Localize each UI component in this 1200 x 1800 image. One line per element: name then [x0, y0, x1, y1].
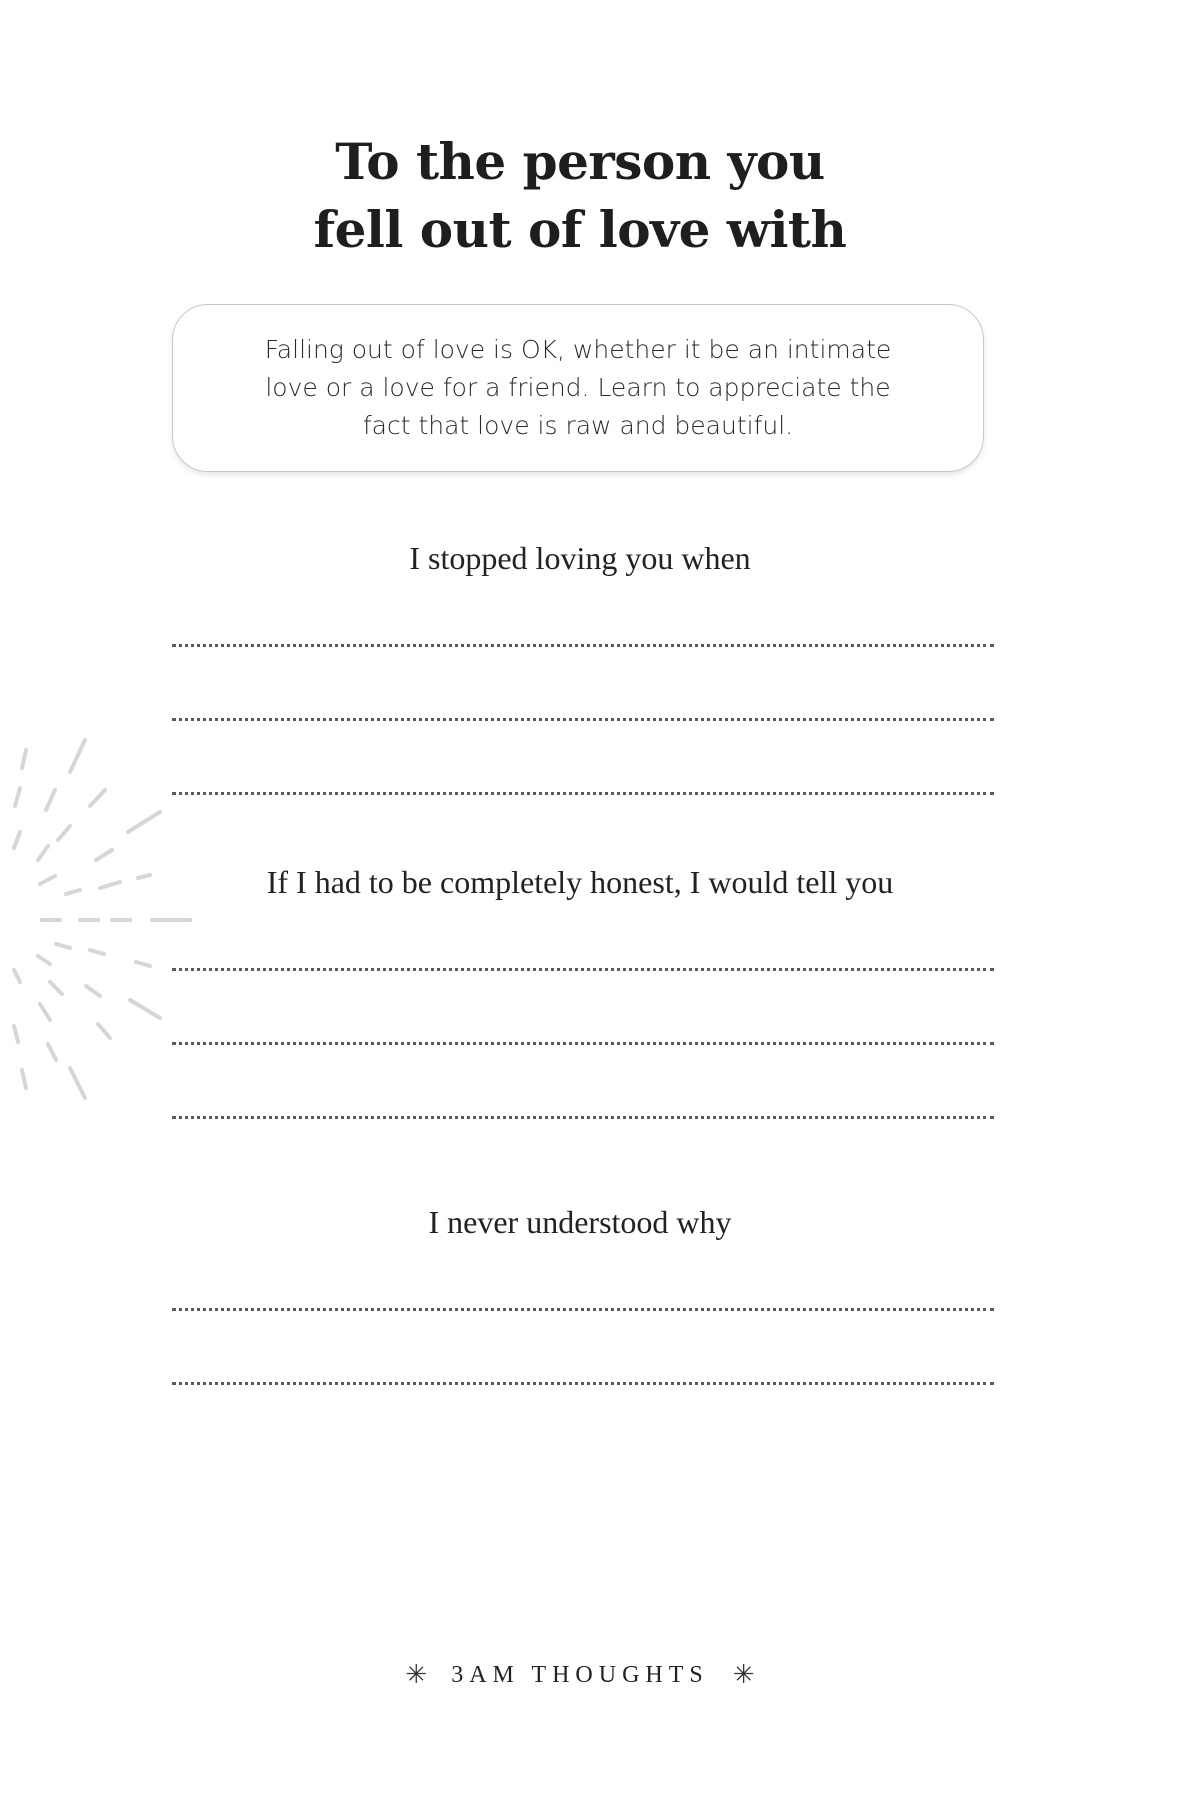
title-line-2: fell out of love with	[313, 200, 847, 259]
sparkle-icon: ✳	[732, 1660, 755, 1689]
writing-line[interactable]	[172, 718, 994, 721]
prompt-never-understood: I never understood why	[428, 1204, 732, 1240]
burst-decoration-icon	[0, 720, 200, 1110]
prompt-stopped-loving: I stopped loving you when	[409, 540, 751, 576]
writing-line[interactable]	[172, 1382, 994, 1385]
sparkle-icon: ✳	[405, 1660, 428, 1689]
page-title	[0, 128, 1160, 264]
writing-line[interactable]	[172, 792, 994, 795]
writing-line[interactable]	[172, 1308, 994, 1311]
writing-line[interactable]	[172, 644, 994, 647]
writing-line[interactable]	[172, 1116, 994, 1119]
title-line-1: To the person you	[335, 132, 825, 191]
writing-line[interactable]	[172, 968, 994, 971]
footer	[0, 1660, 1160, 1690]
footer-label: 3AM THOUGHTS	[451, 1661, 709, 1688]
prompt-completely-honest: If I had to be completely honest, I would tell you	[266, 864, 894, 900]
writing-line[interactable]	[172, 1042, 994, 1045]
intro-text: Falling out of love is OK, whether it be an intimate love or a love for a friend. Learn to appreciate the fact that love is raw and beautiful.	[264, 335, 892, 440]
intro-callout	[172, 304, 984, 472]
